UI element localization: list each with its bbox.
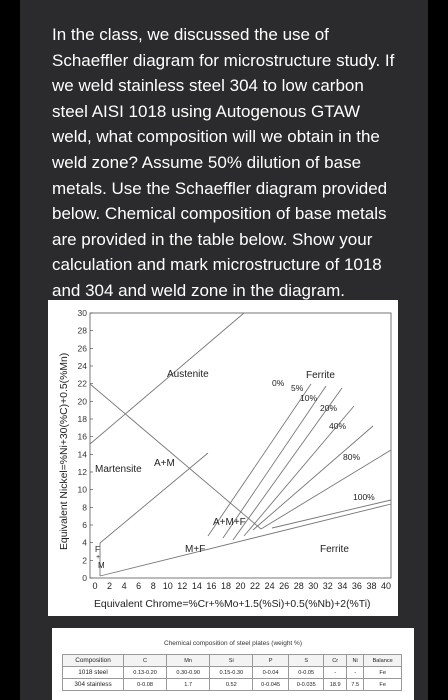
- y-tick-label: 28: [77, 325, 87, 336]
- x-tick-label: 8: [150, 581, 156, 591]
- x-tick-label: 30: [308, 581, 319, 591]
- boundary-line: [90, 384, 261, 529]
- schaeffler-diagram-svg: [48, 300, 398, 616]
- x-tick-label: 38: [366, 581, 377, 591]
- ferrite-line-80: [261, 450, 391, 529]
- y-tick-label: 8: [82, 502, 87, 513]
- ferrite-label-80: 80%: [343, 452, 361, 462]
- x-tick-label: 28: [293, 581, 304, 591]
- region-a-m-f: A+M+F: [213, 517, 246, 528]
- table-cell: 0-0.035: [288, 679, 324, 691]
- question-line: and 304 and weld zone in the diagram.: [52, 280, 345, 300]
- x-tick-label: 20: [235, 581, 246, 591]
- phase-boundaries: [90, 313, 391, 576]
- y-tick-label: 20: [77, 396, 87, 407]
- question-line: metals. Use the Schaeffler diagram provided: [52, 178, 388, 198]
- y-tick-label: 30: [77, 308, 87, 318]
- table-cell: 7.5: [346, 679, 363, 691]
- schaeffler-diagram: [48, 300, 398, 616]
- question-line: weld zone? Assume 50% dilution of base: [52, 152, 362, 172]
- x-tick-label: 32: [322, 581, 333, 591]
- composition-table: [62, 654, 402, 691]
- ferrite-line-40: [253, 426, 373, 530]
- y-tick-label: 4: [82, 537, 87, 548]
- region-austenite: Austenite: [167, 369, 209, 380]
- table-cell: 1.7: [167, 679, 210, 691]
- table-cell: 0-0.05: [288, 667, 324, 679]
- table-header-cell: C: [124, 655, 167, 667]
- table-cell: 0.15-0.30: [210, 667, 253, 679]
- table-header-cell: P: [253, 655, 289, 667]
- region-m-f: M+F: [185, 544, 206, 555]
- table-cell: 0-0.08: [124, 679, 167, 691]
- ferrite-line-5: [223, 386, 326, 538]
- region-m: M: [98, 561, 105, 570]
- question-text: [52, 22, 412, 304]
- table-header-cell: Balance: [364, 655, 402, 667]
- table-cell: 0-0.04: [253, 667, 289, 679]
- table-cell: 18.9: [324, 679, 346, 691]
- y-tick-label: 16: [77, 431, 87, 442]
- y-tick-label: 18: [77, 414, 87, 424]
- region-ferrite-top: Ferrite: [306, 370, 335, 381]
- ferrite-line-0: [208, 384, 311, 536]
- table-header-cell: Mn: [167, 655, 210, 667]
- plot-frame: [90, 313, 391, 578]
- table-header-cell: Composition: [63, 655, 124, 667]
- question-line: below. Chemical composition of base metals: [52, 204, 387, 224]
- table-header-row: [63, 655, 402, 667]
- x-tick-label: 6: [136, 581, 142, 591]
- table-header-cell: Ni: [346, 655, 363, 667]
- x-tick-label: 12: [177, 581, 188, 591]
- y-tick-label: 22: [77, 378, 87, 389]
- composition-table-card: [52, 628, 414, 700]
- region-plus: +: [96, 554, 101, 561]
- y-tick-label: 10: [77, 484, 87, 495]
- y-tick-label: 24: [77, 361, 87, 371]
- ferrite-label-40: 40%: [329, 421, 347, 431]
- question-line: steel AISI 1018 using Autogenous GTAW: [52, 101, 361, 121]
- table-header-cell: Si: [210, 655, 253, 667]
- y-tick-label: 0: [82, 573, 87, 583]
- table-cell: 0.30-0.90: [167, 667, 210, 679]
- x-tick-label: 2: [107, 581, 113, 591]
- x-tick-label: 40: [380, 581, 392, 591]
- table-cell: Fe: [364, 679, 402, 691]
- y-axis-ticks: [78, 308, 93, 583]
- ferrite-label-100: 100%: [353, 492, 375, 502]
- x-tick-label: 14: [191, 581, 202, 591]
- question-line: we weld stainless steel 304 to low carbon: [52, 76, 364, 96]
- table-cell: 0.52: [210, 679, 253, 691]
- question-line: Schaeffler diagram for microstructure study. If: [52, 50, 395, 70]
- question-line: weld, what composition will we obtain in the: [52, 127, 380, 147]
- ferrite-label-10: 10%: [300, 393, 318, 403]
- x-axis-ticks: [92, 581, 391, 591]
- x-tick-label: 16: [206, 581, 217, 591]
- table-cell: 1018 steel: [63, 667, 124, 679]
- x-tick-label: 34: [337, 581, 348, 591]
- x-tick-label: 18: [220, 581, 231, 591]
- table-cell: -: [346, 667, 363, 679]
- region-ferrite: Ferrite: [320, 544, 349, 555]
- table-row: [63, 679, 402, 691]
- y-axis-title: Equivalent Nickel=%Ni+30(%C)+0.5(%Mn): [59, 352, 70, 550]
- table-cell: 304 stainless: [63, 679, 124, 691]
- ferrite-label-5: 5%: [291, 383, 304, 393]
- table-cell: 0-0.045: [253, 679, 289, 691]
- x-tick-label: 4: [121, 581, 127, 591]
- question-line: In the class, we discussed the use of: [52, 25, 329, 44]
- y-tick-label: 12: [77, 467, 87, 477]
- y-tick-label: 26: [77, 343, 87, 354]
- region-a-m: A+M: [154, 458, 175, 469]
- table-header-cell: Cr: [324, 655, 346, 667]
- ferrite-label-20: 20%: [320, 403, 338, 413]
- question-line: calculation and mark microstructure of 1018: [52, 255, 382, 275]
- x-tick-label: 22: [250, 581, 261, 591]
- table-cell: -: [324, 667, 346, 679]
- table-cell: Fe: [364, 667, 402, 679]
- table-row: [63, 667, 402, 679]
- table-header-cell: S: [288, 655, 324, 667]
- table-cell: 0.13-0.20: [124, 667, 167, 679]
- ferrite-label-0: 0%: [272, 378, 285, 388]
- region-f: F: [95, 545, 100, 554]
- x-tick-label: 36: [351, 581, 362, 591]
- ferrite-line-100: [272, 500, 391, 528]
- region-martensite: Martensite: [95, 464, 142, 475]
- question-line: are provided in the table below. Show your: [52, 229, 373, 249]
- y-tick-label: 6: [82, 520, 87, 530]
- table-caption: Chemical composition of steel plates (weight %): [163, 640, 302, 647]
- x-axis-title: Equivalent Chrome=%Cr+%Mo+1.5(%Si)+0.5(%Nb)+2(%Ti): [94, 599, 371, 610]
- x-tick-label: 24: [264, 581, 275, 591]
- x-tick-label: 26: [279, 581, 290, 591]
- boundary-line: [100, 504, 391, 576]
- x-tick-label: 10: [162, 581, 173, 591]
- y-tick-label: 2: [82, 555, 87, 566]
- y-tick-label: 14: [77, 449, 87, 460]
- x-tick-label: 0: [92, 581, 98, 591]
